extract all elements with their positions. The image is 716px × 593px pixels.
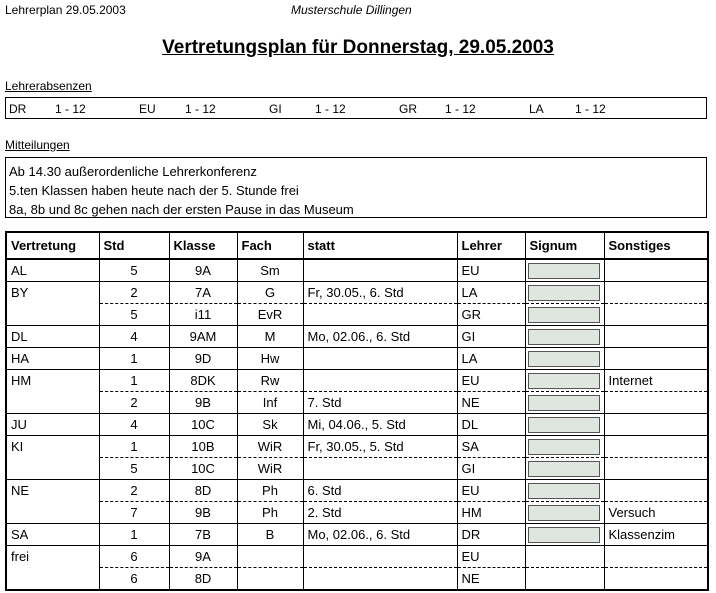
table-row — [6, 282, 708, 304]
cell-sonstiges — [604, 568, 708, 591]
cell-vertretung: BY — [6, 282, 99, 304]
cell-sonstiges — [604, 259, 708, 282]
cell-klasse: 8D — [169, 568, 237, 591]
cell-lehrer: LA — [457, 282, 525, 304]
cell-sonstiges — [604, 282, 708, 304]
cell-klasse: 9AM — [169, 326, 237, 348]
cell-vertretung: AL — [6, 259, 99, 282]
cell-lehrer: HM — [457, 502, 525, 524]
cell-klasse: 7B — [169, 524, 237, 546]
cell-sonstiges — [604, 326, 708, 348]
table-row — [6, 480, 708, 502]
cell-fach: B — [237, 524, 303, 546]
plan-date-label: Lehrerplan 29.05.2003 — [5, 3, 126, 17]
col-header-sonstiges: Sonstiges — [604, 232, 708, 259]
table-row — [6, 546, 708, 568]
cell-lehrer: EU — [457, 259, 525, 282]
table-row — [6, 304, 708, 326]
col-header-statt: statt — [303, 232, 457, 259]
table-body — [6, 259, 708, 590]
cell-vertretung: DL — [6, 326, 99, 348]
cell-statt: Fr, 30.05., 6. Std — [303, 282, 457, 304]
cell-sonstiges — [604, 480, 708, 502]
cell-sonstiges — [604, 546, 708, 568]
cell-sonstiges — [604, 392, 708, 414]
cell-lehrer: EU — [457, 480, 525, 502]
cell-statt — [303, 304, 457, 326]
cell-vertretung — [6, 392, 99, 414]
signature-field[interactable] — [528, 307, 600, 323]
cell-fach: M — [237, 326, 303, 348]
messages-box — [5, 157, 707, 218]
signature-field[interactable] — [528, 439, 600, 455]
cell-lehrer: EU — [457, 370, 525, 392]
cell-statt — [303, 546, 457, 568]
signature-field[interactable] — [528, 373, 600, 389]
cell-klasse: 10C — [169, 458, 237, 480]
cell-statt — [303, 568, 457, 591]
cell-statt: Fr, 30.05., 5. Std — [303, 436, 457, 458]
cell-signum[interactable] — [525, 436, 604, 458]
cell-lehrer: EU — [457, 546, 525, 568]
cell-sonstiges — [604, 414, 708, 436]
absence-period-range: 1 - 12 — [575, 102, 606, 116]
cell-statt: Mo, 02.06., 6. Std — [303, 326, 457, 348]
cell-fach: EvR — [237, 304, 303, 326]
cell-vertretung: SA — [6, 524, 99, 546]
cell-signum[interactable] — [525, 392, 604, 414]
cell-sonstiges — [604, 348, 708, 370]
absence-period-range: 1 - 12 — [315, 102, 346, 116]
cell-signum[interactable] — [525, 348, 604, 370]
cell-signum[interactable] — [525, 480, 604, 502]
cell-signum[interactable] — [525, 259, 604, 282]
cell-signum[interactable] — [525, 458, 604, 480]
cell-vertretung: JU — [6, 414, 99, 436]
cell-std: 4 — [99, 326, 169, 348]
table-row — [6, 370, 708, 392]
messages-label: Mitteilungen — [5, 138, 70, 152]
cell-sonstiges — [604, 304, 708, 326]
cell-lehrer: LA — [457, 348, 525, 370]
cell-signum[interactable] — [525, 282, 604, 304]
cell-lehrer: GI — [457, 458, 525, 480]
cell-signum[interactable] — [525, 502, 604, 524]
table-header-row — [6, 232, 708, 259]
cell-statt: Mo, 02.06., 6. Std — [303, 524, 457, 546]
cell-lehrer: GI — [457, 326, 525, 348]
cell-fach: WiR — [237, 458, 303, 480]
table-row — [6, 326, 708, 348]
col-header-std: Std — [99, 232, 169, 259]
cell-std: 2 — [99, 480, 169, 502]
cell-std: 6 — [99, 568, 169, 591]
cell-klasse: 9A — [169, 546, 237, 568]
cell-vertretung: frei — [6, 546, 99, 568]
absences-box — [5, 97, 707, 119]
cell-lehrer: GR — [457, 304, 525, 326]
cell-sonstiges — [604, 458, 708, 480]
signature-field[interactable] — [528, 417, 600, 433]
cell-std: 5 — [99, 458, 169, 480]
cell-std: 5 — [99, 304, 169, 326]
cell-sonstiges — [604, 436, 708, 458]
cell-lehrer: DL — [457, 414, 525, 436]
signature-field[interactable] — [528, 263, 600, 279]
cell-fach: Rw — [237, 370, 303, 392]
cell-vertretung — [6, 458, 99, 480]
cell-std: 1 — [99, 524, 169, 546]
cell-fach: Ph — [237, 480, 303, 502]
cell-fach: Sk — [237, 414, 303, 436]
cell-lehrer: DR — [457, 524, 525, 546]
absence-period-range: 1 - 12 — [445, 102, 476, 116]
cell-fach: Ph — [237, 502, 303, 524]
cell-klasse: 8D — [169, 480, 237, 502]
cell-lehrer: SA — [457, 436, 525, 458]
page-title-text: Vertretungsplan für Donnerstag, 29.05.2003 — [162, 37, 554, 58]
cell-vertretung: NE — [6, 480, 99, 502]
cell-std: 1 — [99, 348, 169, 370]
cell-fach: G — [237, 282, 303, 304]
cell-fach: Sm — [237, 259, 303, 282]
cell-std: 4 — [99, 414, 169, 436]
cell-vertretung: HA — [6, 348, 99, 370]
table-row — [6, 348, 708, 370]
cell-sonstiges: Klassenzim — [604, 524, 708, 546]
cell-klasse: 9B — [169, 392, 237, 414]
cell-klasse: 10C — [169, 414, 237, 436]
cell-statt — [303, 458, 457, 480]
signature-field[interactable] — [528, 351, 600, 367]
col-header-lehrer: Lehrer — [457, 232, 525, 259]
cell-vertretung: KI — [6, 436, 99, 458]
cell-statt: Mi, 04.06., 5. Std — [303, 414, 457, 436]
cell-statt — [303, 259, 457, 282]
cell-statt — [303, 348, 457, 370]
absence-period-range: 1 - 12 — [185, 102, 216, 116]
cell-fach: Hw — [237, 348, 303, 370]
absences-label: Lehrerabsenzen — [5, 79, 92, 93]
cell-statt — [303, 370, 457, 392]
cell-klasse: 7A — [169, 282, 237, 304]
table-row — [6, 259, 708, 282]
table-row — [6, 436, 708, 458]
col-header-fach: Fach — [237, 232, 303, 259]
cell-klasse: 8DK — [169, 370, 237, 392]
absence-teacher-code: GR — [399, 102, 417, 116]
signature-field[interactable] — [528, 395, 600, 411]
message-line: 5.ten Klassen haben heute nach der 5. Stunde frei — [9, 183, 299, 198]
school-name: Musterschule Dillingen — [291, 3, 412, 17]
cell-lehrer: NE — [457, 568, 525, 591]
cell-signum — [525, 568, 604, 591]
cell-fach — [237, 568, 303, 591]
cell-statt: 7. Std — [303, 392, 457, 414]
cell-klasse: 9A — [169, 259, 237, 282]
cell-sonstiges: Versuch — [604, 502, 708, 524]
cell-signum[interactable] — [525, 326, 604, 348]
cell-klasse: i11 — [169, 304, 237, 326]
cell-signum[interactable] — [525, 304, 604, 326]
cell-std: 5 — [99, 259, 169, 282]
cell-vertretung — [6, 304, 99, 326]
signature-field[interactable] — [528, 483, 600, 499]
message-line: Ab 14.30 außerordenliche Lehrerkonferenz — [9, 164, 257, 179]
signature-field[interactable] — [528, 329, 600, 345]
table-row — [6, 568, 708, 591]
cell-std: 6 — [99, 546, 169, 568]
signature-field[interactable] — [528, 527, 600, 543]
cell-std: 1 — [99, 436, 169, 458]
col-header-klasse: Klasse — [169, 232, 237, 259]
signature-field[interactable] — [528, 505, 600, 521]
cell-signum[interactable] — [525, 524, 604, 546]
table-row — [6, 414, 708, 436]
cell-vertretung: HM — [6, 370, 99, 392]
signature-field[interactable] — [528, 285, 600, 301]
col-header-signum: Signum — [525, 232, 604, 259]
substitution-table — [5, 231, 709, 591]
col-header-vertretung: Vertretung — [6, 232, 99, 259]
page-title — [0, 37, 716, 59]
table-row — [6, 502, 708, 524]
table-row — [6, 458, 708, 480]
absence-period-range: 1 - 12 — [55, 102, 86, 116]
cell-signum — [525, 546, 604, 568]
cell-vertretung — [6, 502, 99, 524]
cell-statt: 6. Std — [303, 480, 457, 502]
cell-std: 7 — [99, 502, 169, 524]
cell-std: 2 — [99, 392, 169, 414]
cell-vertretung — [6, 568, 99, 591]
absence-teacher-code: GI — [269, 102, 282, 116]
cell-fach: WiR — [237, 436, 303, 458]
table-row — [6, 392, 708, 414]
cell-statt: 2. Std — [303, 502, 457, 524]
cell-klasse: 10B — [169, 436, 237, 458]
table-row — [6, 524, 708, 546]
cell-fach — [237, 546, 303, 568]
cell-signum[interactable] — [525, 414, 604, 436]
cell-signum[interactable] — [525, 370, 604, 392]
signature-field[interactable] — [528, 461, 600, 477]
cell-klasse: 9B — [169, 502, 237, 524]
absence-teacher-code: DR — [9, 102, 27, 116]
cell-sonstiges: Internet — [604, 370, 708, 392]
message-line: 8a, 8b und 8c gehen nach der ersten Pause in das Museum — [9, 202, 354, 217]
cell-klasse: 9D — [169, 348, 237, 370]
cell-std: 1 — [99, 370, 169, 392]
cell-std: 2 — [99, 282, 169, 304]
cell-fach: Inf — [237, 392, 303, 414]
cell-lehrer: NE — [457, 392, 525, 414]
absence-teacher-code: LA — [529, 102, 544, 116]
absence-teacher-code: EU — [139, 102, 156, 116]
